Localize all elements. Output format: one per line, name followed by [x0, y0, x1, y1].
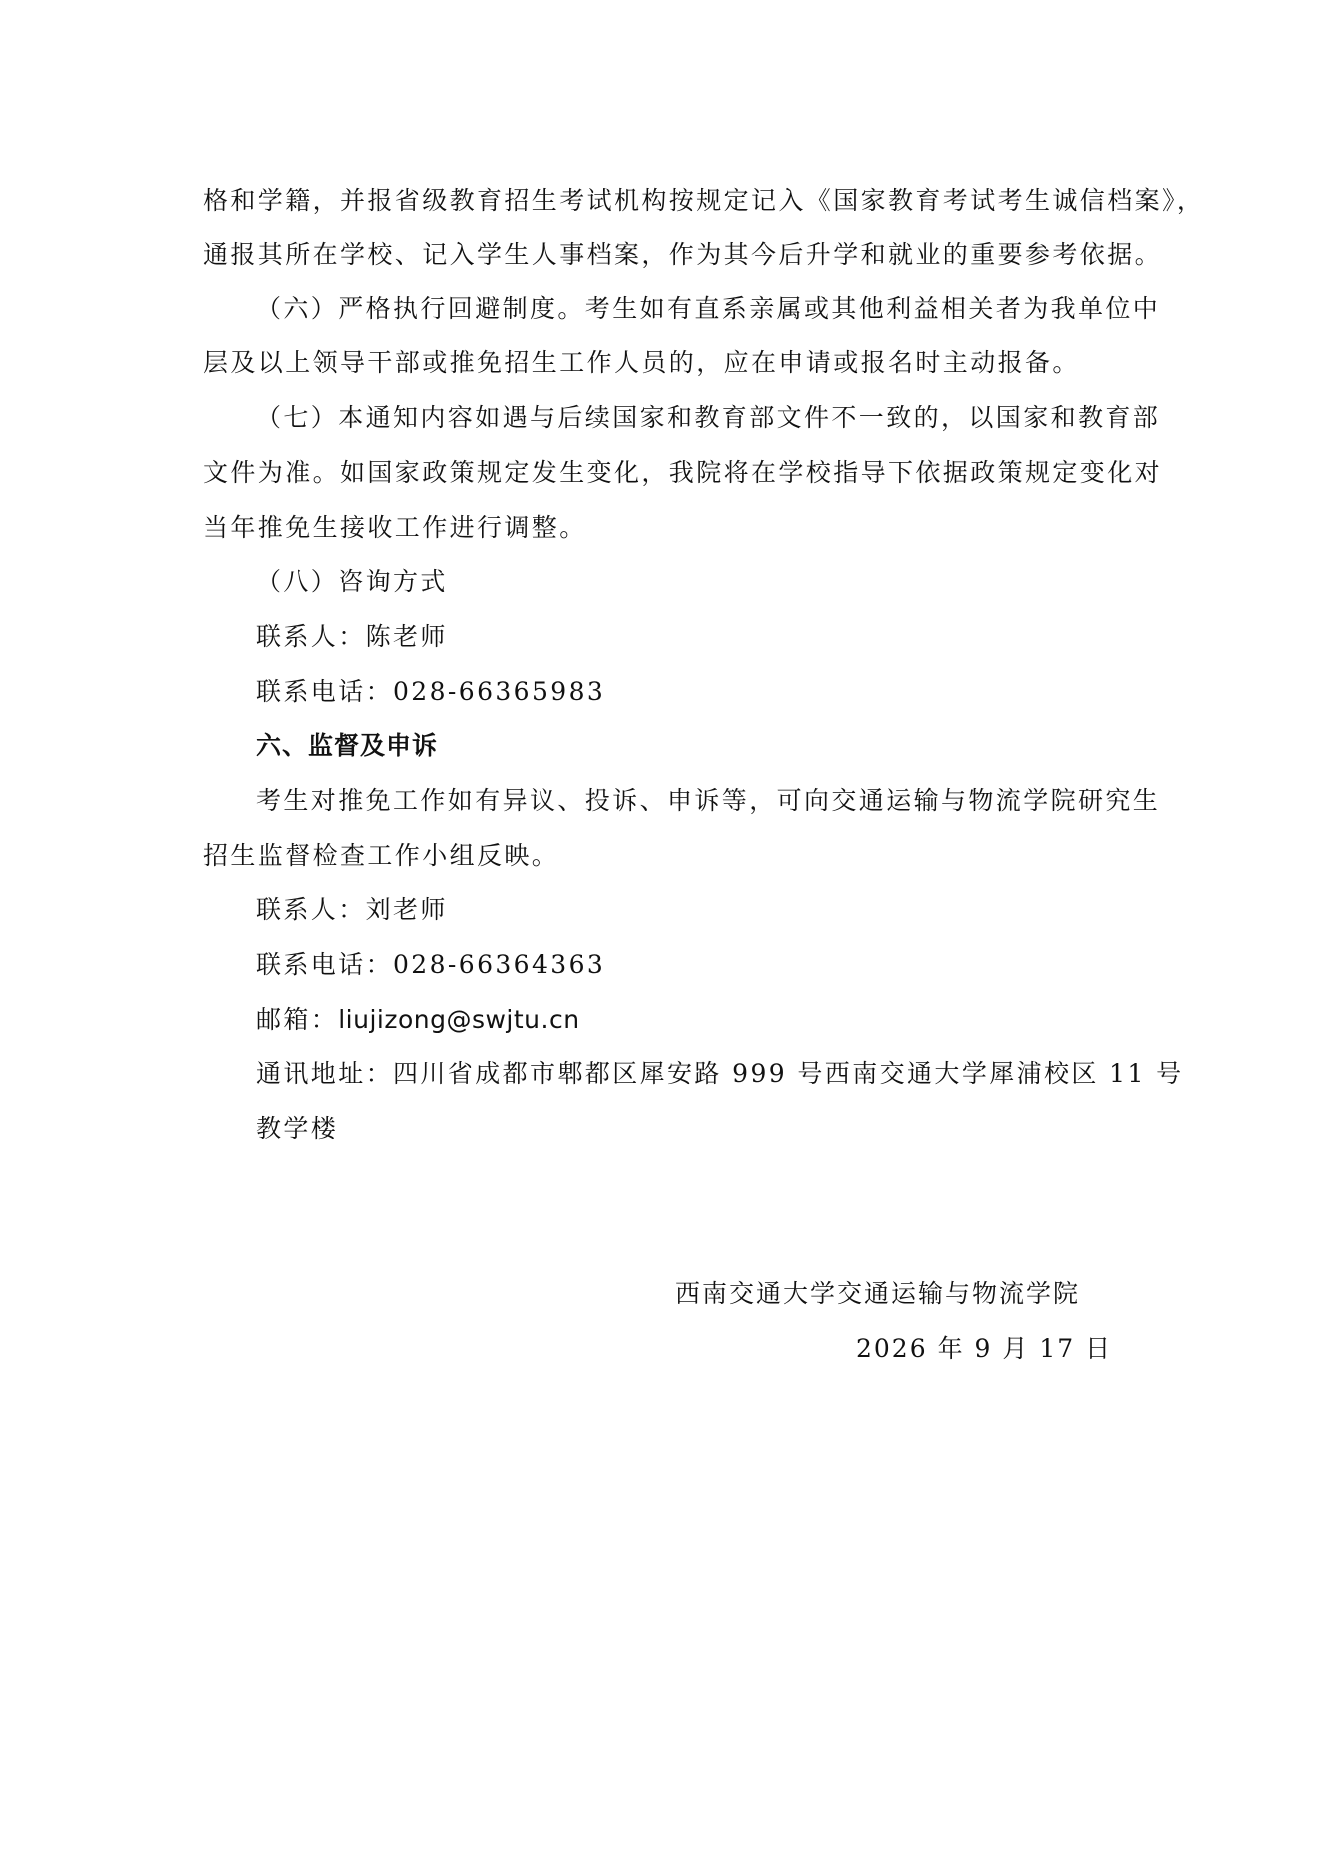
text-line: 当年推免生接收工作进行调整。	[203, 513, 587, 542]
contact-phone: 联系电话：028-66365983	[256, 677, 606, 706]
text-line: 文件为准。如国家政策规定发生变化，我院将在学校指导下依据政策规定变化对	[203, 458, 1163, 487]
signature-org: 西南交通大学交通运输与物流学院	[675, 1279, 1081, 1308]
text-line: 格和学籍，并报省级教育招生考试机构按规定记入《国家教育考试考生诚信档案》，	[203, 186, 1205, 215]
email-label: 邮箱：	[256, 1005, 339, 1034]
signature-date: 2026 年 9 月 17 日	[856, 1334, 1113, 1363]
address-line: 教学楼	[256, 1114, 339, 1143]
email-line	[256, 1005, 580, 1035]
text-line: （七）本通知内容如遇与后续国家和教育部文件不一致的，以国家和教育部	[256, 403, 1161, 432]
contact-phone: 联系电话：028-66364363	[256, 950, 606, 979]
section-heading: 六、监督及申诉	[256, 731, 439, 760]
contact-person: 联系人：陈老师	[256, 622, 448, 651]
contact-person: 联系人：刘老师	[256, 895, 448, 924]
text-line: 招生监督检查工作小组反映。	[203, 841, 560, 870]
address-line: 通讯地址：四川省成都市郫都区犀安路 999 号西南交通大学犀浦校区 11 号	[256, 1059, 1184, 1088]
email-address: liujizong@swjtu.cn	[338, 1005, 580, 1034]
text-line: （八）咨询方式	[256, 567, 448, 596]
text-line: 层及以上领导干部或推免招生工作人员的，应在申请或报名时主动报备。	[203, 348, 1080, 377]
text-line: 考生对推免工作如有异议、投诉、申诉等，可向交通运输与物流学院研究生	[256, 786, 1161, 815]
text-line: 通报其所在学校、记入学生人事档案，作为其今后升学和就业的重要参考依据。	[203, 240, 1163, 269]
text-line: （六）严格执行回避制度。考生如有直系亲属或其他利益相关者为我单位中	[256, 294, 1161, 323]
